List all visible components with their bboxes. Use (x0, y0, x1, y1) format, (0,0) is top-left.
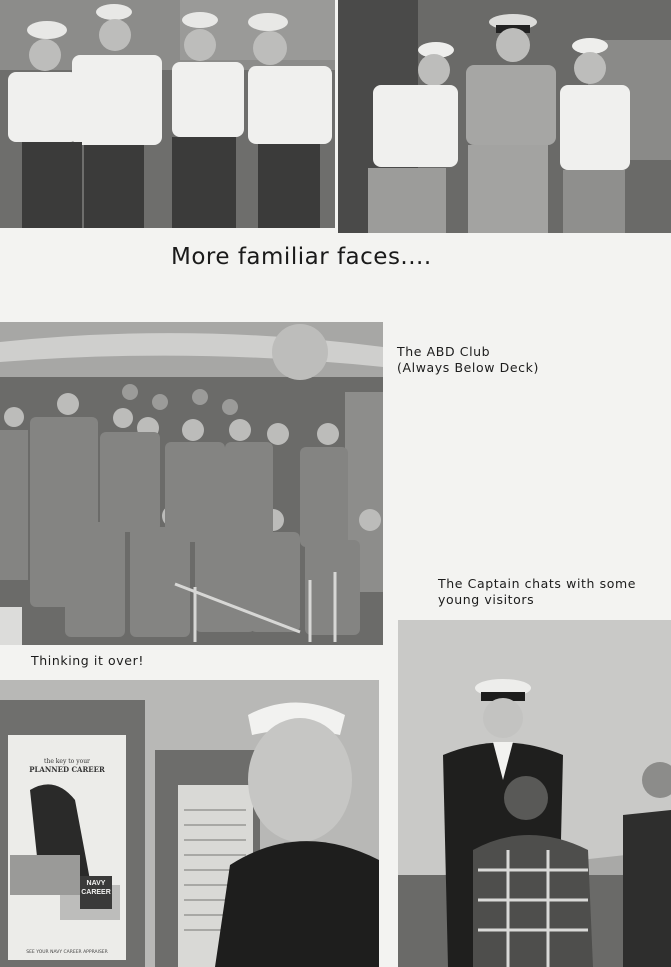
photo-officer-with-sailors (338, 0, 671, 233)
thinking-caption: Thinking it over! (31, 653, 144, 668)
abd-club-caption-line-1: The ABD Club (397, 344, 491, 359)
poster-line-2: PLANNED CAREER (29, 765, 105, 774)
photo-four-sailors (0, 0, 335, 228)
badge-line-2: CAREER (81, 889, 111, 896)
navy-career-poster (14, 758, 120, 774)
photo-sailor-with-poster (0, 680, 379, 967)
abd-club-caption-line-2: (Always Below Deck) (397, 359, 539, 375)
page-headline: More familiar faces.... (171, 244, 432, 270)
photo-captain-with-visitors (398, 620, 671, 967)
abd-club-caption (397, 344, 539, 375)
poster-line-1: the key to your (44, 758, 90, 765)
photo-abd-club-group (0, 322, 383, 645)
poster-footer: SEE YOUR NAVY CAREER APPRAISER (26, 950, 108, 955)
navy-career-badge (80, 876, 112, 909)
captain-caption-line-1: The Captain chats with some (438, 576, 637, 591)
captain-caption (438, 576, 636, 607)
captain-caption-line-2: young visitors (438, 591, 535, 607)
badge-line-1: NAVY (86, 880, 106, 887)
